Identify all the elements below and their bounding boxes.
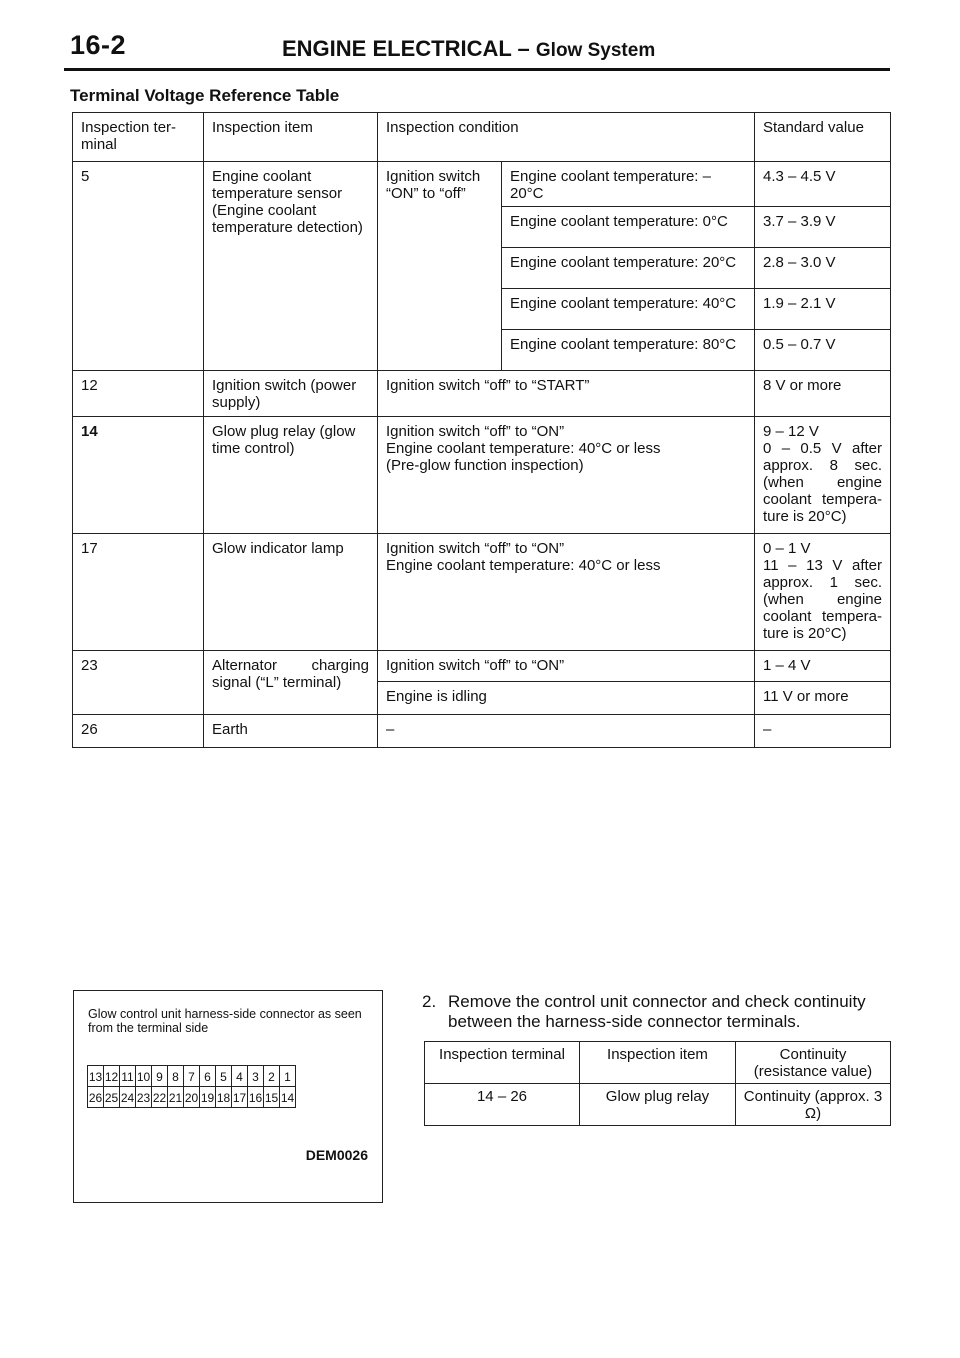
connector-pin: 26	[87, 1086, 104, 1108]
terminal-cell: 23	[73, 651, 204, 715]
terminal-cell: 14	[73, 417, 204, 534]
connector-pin: 25	[103, 1086, 120, 1108]
instruction-step	[422, 992, 890, 1032]
connector-top-row	[88, 1066, 296, 1087]
page-title	[282, 36, 655, 62]
connector-pin: 19	[199, 1086, 216, 1108]
value-cell: 11 V or more	[755, 682, 891, 715]
value-cell: –	[755, 715, 891, 748]
step-number: 2.	[422, 992, 437, 1011]
header-terminal: Inspection terminal	[425, 1042, 580, 1084]
condition-cell: Engine coolant temperature: – 20°C	[502, 162, 755, 207]
connector-pin: 21	[167, 1086, 184, 1108]
terminal-cell: 17	[73, 534, 204, 651]
item-cell: Ignition switch (power supply)	[204, 371, 378, 417]
value-line: 0 – 0.5 V after approx. 8 sec. (when engine coolant tempera-ture is 20°C)	[763, 440, 882, 525]
item-cell: Glow plug relay (glow time control)	[204, 417, 378, 534]
table-row	[73, 371, 891, 417]
table-row	[73, 534, 891, 651]
header-condition: Inspection condition	[378, 113, 755, 162]
value-cell	[755, 417, 891, 534]
condition-line: Engine coolant temperature: 40°C or less	[386, 440, 661, 457]
figure-code: DEM0026	[305, 1147, 368, 1163]
condition-cell: Engine coolant temperature: 40°C	[502, 289, 755, 330]
connector-pin: 8	[167, 1065, 184, 1087]
connector-pin: 1	[279, 1065, 296, 1087]
table-row	[73, 417, 891, 534]
value-line: 11 – 13 V after approx. 1 sec. (when engine coolant tempera-ture is 20°C)	[763, 557, 882, 642]
header-item: Inspection item	[204, 113, 378, 162]
continuity-table	[424, 1041, 891, 1126]
value-cell: 4.3 – 4.5 V	[755, 162, 891, 207]
value-line: 0 – 1 V	[763, 540, 811, 557]
connector-pin: 17	[231, 1086, 248, 1108]
condition-cell: Ignition switch “off” to “START”	[378, 371, 755, 417]
table-row	[73, 651, 891, 682]
condition-line: Ignition switch “off” to “ON”	[386, 540, 565, 557]
connector-pin: 15	[263, 1086, 280, 1108]
header-rule	[64, 68, 890, 71]
item-cell: Glow plug relay	[580, 1084, 736, 1126]
page-title-sub: Glow System	[535, 40, 656, 61]
connector-pin: 13	[87, 1065, 104, 1087]
condition-line: Engine coolant temperature: 40°C or less	[386, 557, 661, 574]
condition-cell: Engine coolant temperature: 0°C	[502, 207, 755, 248]
connector-pin: 24	[119, 1086, 136, 1108]
value-line: 9 – 12 V	[763, 423, 819, 440]
connector-pin: 12	[103, 1065, 120, 1087]
connector-pin: 18	[215, 1086, 232, 1108]
section-title: Terminal Voltage Reference Table	[70, 86, 340, 105]
item-cell: Engine coolant temperature sensor (Engine coolant temperature detection)	[204, 162, 378, 371]
header-continuity: Continuity (resistance value)	[736, 1042, 891, 1084]
connector-pin: 9	[151, 1065, 168, 1087]
condition-line: (Pre-glow function inspection)	[386, 457, 584, 474]
page-title-separator: –	[517, 36, 530, 61]
connector-pin: 4	[231, 1065, 248, 1087]
value-cell: 2.8 – 3.0 V	[755, 248, 891, 289]
value-cell: 0.5 – 0.7 V	[755, 330, 891, 371]
step-text: Remove the control unit connector and check continuity between the harness-side connector terminals.	[448, 992, 866, 1031]
connector-pin: 11	[119, 1065, 136, 1087]
condition-main-cell: Ignition switch “ON” to “off”	[378, 162, 502, 371]
condition-cell: –	[378, 715, 755, 748]
condition-cell: Ignition switch “off” to “ON”	[378, 651, 755, 682]
table-row	[73, 162, 891, 207]
terminal-cell: 5	[73, 162, 204, 371]
connector-pin: 16	[247, 1086, 264, 1108]
connector-pin: 14	[279, 1086, 296, 1108]
header-terminal: Inspection ter-minal	[73, 113, 204, 162]
item-cell: Alternator charging signal (“L” terminal)	[204, 651, 378, 715]
condition-cell	[378, 417, 755, 534]
connector-pin: 23	[135, 1086, 152, 1108]
table-header-row	[425, 1042, 891, 1084]
connector-pin: 2	[263, 1065, 280, 1087]
connector-pin: 6	[199, 1065, 216, 1087]
table-row	[425, 1084, 891, 1126]
connector-figure	[73, 990, 383, 1203]
continuity-cell: Continuity (approx. 3 Ω)	[736, 1084, 891, 1126]
terminal-cell: 12	[73, 371, 204, 417]
header-item: Inspection item	[580, 1042, 736, 1084]
connector-bottom-row	[88, 1087, 296, 1108]
condition-cell: Engine is idling	[378, 682, 755, 715]
terminal-cell: 26	[73, 715, 204, 748]
table-header-row	[73, 113, 891, 162]
terminal-cell: 14 – 26	[425, 1084, 580, 1126]
terminal-voltage-table	[72, 112, 891, 748]
connector-diagram	[88, 1066, 296, 1108]
condition-cell: Engine coolant temperature: 80°C	[502, 330, 755, 371]
connector-pin: 5	[215, 1065, 232, 1087]
condition-cell: Engine coolant temperature: 20°C	[502, 248, 755, 289]
table-row	[73, 715, 891, 748]
connector-pin: 10	[135, 1065, 152, 1087]
value-cell: 8 V or more	[755, 371, 891, 417]
header-standard: Standard value	[755, 113, 891, 162]
page-title-main: ENGINE ELECTRICAL	[282, 36, 512, 61]
item-cell: Glow indicator lamp	[204, 534, 378, 651]
connector-pin: 7	[183, 1065, 200, 1087]
value-cell: 1.9 – 2.1 V	[755, 289, 891, 330]
value-cell: 3.7 – 3.9 V	[755, 207, 891, 248]
item-cell: Earth	[204, 715, 378, 748]
condition-cell	[378, 534, 755, 651]
connector-pin: 3	[247, 1065, 264, 1087]
value-cell	[755, 534, 891, 651]
condition-line: Ignition switch “off” to “ON”	[386, 423, 565, 440]
page-number: 16-2	[70, 30, 127, 60]
connector-pin: 22	[151, 1086, 168, 1108]
figure-caption: Glow control unit harness-side connector as seen from the terminal side	[88, 1007, 362, 1035]
connector-pin: 20	[183, 1086, 200, 1108]
value-cell: 1 – 4 V	[755, 651, 891, 682]
